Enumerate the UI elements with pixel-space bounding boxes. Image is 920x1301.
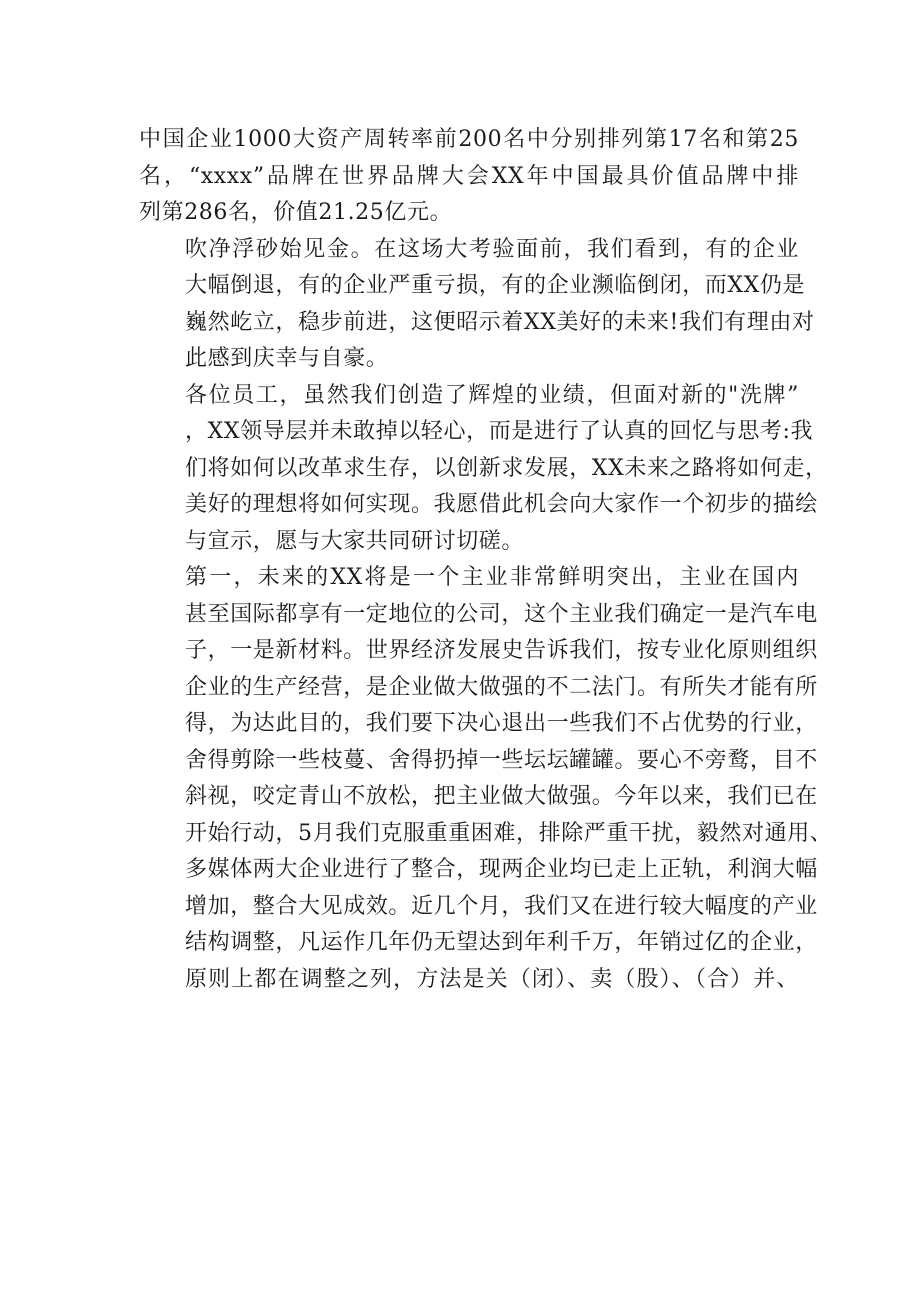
paragraph-2 (139, 232, 815, 378)
text-line: 原则上都在调整之列，方法是关（闭）、卖（股）、（合）并、 (185, 966, 799, 992)
text-line: 子，一是新材料。世界经济发展史告诉我们，按专业化原则组织 (185, 638, 818, 663)
text-line: 多媒体两大企业进行了整合，现两企业均已走上正轨，利润大幅 (185, 857, 818, 882)
text-line: 舍得剪除一些枝蔓、舍得扔掉一些坛坛罐罐。要心不旁鹜，目不 (185, 747, 818, 773)
text-line: 结构调整，凡运作几年仍无望达到年利千万，年销过亿的企业， (185, 930, 818, 955)
text-line: 开始行动，5月我们克服重重困难，排除严重干扰，毅然对通用、 (185, 820, 833, 846)
text-line: 巍然屹立，稳步前进，这便昭示着XX美好的未来!我们有理由对 (185, 309, 815, 335)
text-line: 斜视，咬定青山不放松，把主业做大做强。今年以来，我们已在 (185, 784, 818, 809)
text-line: 甚至国际都享有一定地位的公司，这个主业我们确定一是汽车电 (185, 601, 818, 627)
text-line: 增加，整合大见成效。近几个月，我们又在进行较大幅度的产业 (185, 893, 818, 919)
text-line: 大幅倒退，有的企业严重亏损，有的企业濒临倒闭，而XX仍是 (185, 273, 806, 298)
text-line: 吹净浮砂始见金。在这场大考验面前，我们看到，有的企业 (185, 236, 799, 262)
text-line: 各位员工，虽然我们创造了辉煌的业绩，但面对新的"洗牌” (185, 382, 799, 408)
text-line: 们将如何以改革求生存，以创新求发展，XX未来之路将如何走， (185, 455, 828, 481)
paragraph-3 (139, 378, 828, 561)
text-line: 美好的理想将如何实现。我愿借此机会向大家作一个初步的描绘 (185, 492, 818, 517)
document-body (139, 122, 833, 998)
text-line: ，XX领导层并未敢掉以轻心，而是进行了认真的回忆与思考:我 (185, 419, 814, 444)
text-line: 企业的生产经营，是企业做大做强的不二法门。有所失才能有所 (185, 674, 818, 700)
paragraph-4 (139, 560, 833, 998)
text-line: 得，为达此目的，我们要下决心退出一些我们不占优势的行业， (185, 711, 818, 736)
text-line: 与宣示，愿与大家共同研讨切磋。 (185, 528, 525, 554)
paragraph-1 (139, 122, 799, 232)
text-line: 名，“xxxx”品牌在世界品牌大会XX年中国最具价值品牌中排 (139, 163, 799, 189)
text-line: 列第286名，价值21.25亿元。 (139, 200, 453, 225)
text-line: 第一，未来的XX将是一个主业非常鲜明突出，主业在国内 (185, 565, 799, 590)
text-line: 中国企业1000大资产周转率前200名中分别排列第17名和第25 (139, 127, 799, 152)
text-line: 此感到庆幸与自豪。 (185, 346, 389, 371)
